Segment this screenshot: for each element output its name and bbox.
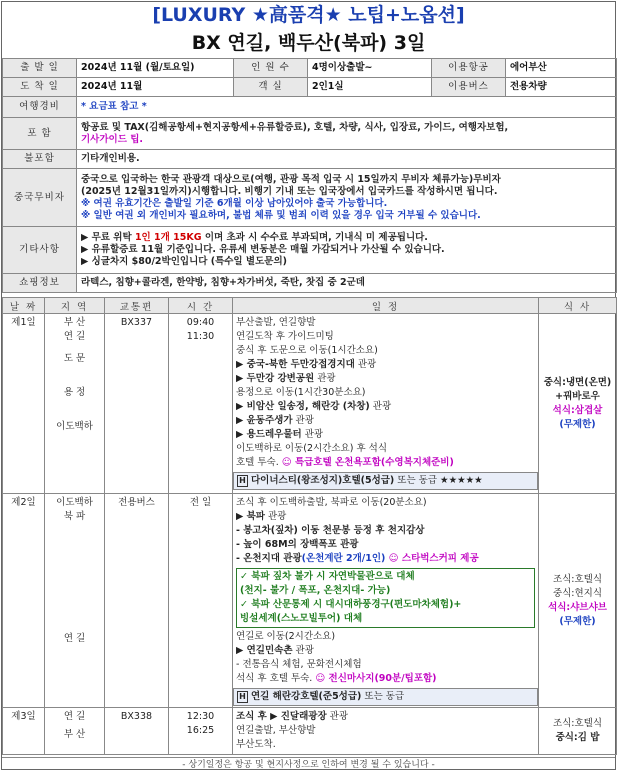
- day2-hotel: H 연길 해란강호텔(준5성급) 또는 동급: [233, 688, 538, 706]
- shop-value: 라텍스, 침향+콜라겐, 한약방, 침향+차가버섯, 죽탄, 찻집 중 2군데: [77, 274, 617, 293]
- day1-row: [3, 314, 617, 494]
- depart-value: 2024년 11월 (월/토요일): [77, 59, 234, 78]
- exclude-value: 기타개인비용.: [77, 150, 617, 169]
- day1-hotel: H 다이너스티(왕조성지)호텔(5성급) 또는 동급 ★★★★★: [233, 472, 538, 490]
- etc-line-1: ▶ 무료 위탁 1인 1개 15KG 이며 초과 시 수수료 부과되며, 기내식 미 제공됩니다.: [81, 232, 428, 243]
- room-label: 객 실: [234, 78, 308, 97]
- visa-line-3: ※ 여권 유효기간은 출발일 기준 6개월 이상 남아있어야 출국 가능합니다.: [81, 197, 388, 209]
- day2-meals: 조식:호텔식 중식:현지식 석식:샤브샤브 (무제한): [539, 494, 617, 708]
- etc-line-2: ▶ 유류할증료 11월 기준입니다. 유류세 변동분은 매월 가감되거나 가산될 수 있습니다.: [81, 244, 445, 255]
- room-value: 2인1실: [308, 78, 432, 97]
- info-table: [2, 58, 617, 293]
- itinerary-document: [1, 1, 616, 770]
- day3-transport: BX338: [105, 708, 169, 755]
- massage-note: ☺ 전신마사지(90분/팁포함): [315, 673, 437, 684]
- visa-label: 중국무비자: [3, 169, 77, 227]
- hotel-icon: H: [237, 691, 248, 703]
- day1-times: 09:40 11:30: [169, 314, 233, 494]
- pax-value: 4명이상출발~: [308, 59, 432, 78]
- col-header-meals: 식 사: [539, 298, 617, 314]
- col-header-region: 지 역: [45, 298, 105, 314]
- etc-label: 기타사항: [3, 227, 77, 274]
- day2-regions: 이도백하 북 파 연 길: [45, 494, 105, 708]
- col-header-schedule: 일 정: [233, 298, 539, 314]
- etc-line-3: ▶ 싱글차지 $80/2박인입니다 (특수일 별도문의): [81, 256, 287, 267]
- airline-label: 이용항공: [432, 59, 506, 78]
- pax-label: 인 원 수: [234, 59, 308, 78]
- day3-schedule: 조식 후 ▶ 진달래광장 관광 연길출발, 부산향발 부산도착.: [233, 708, 539, 755]
- day2-time: 전 일: [169, 494, 233, 708]
- bus-label: 이용버스: [432, 78, 506, 97]
- starbucks-note: ☺ 스타벅스커피 제공: [385, 553, 479, 564]
- col-header-date: 날 짜: [3, 298, 45, 314]
- baggage-allowance: 1인 1개 15KG: [134, 232, 202, 243]
- arrive-label: 도 착 일: [3, 78, 77, 97]
- fare-value: * 요금표 참고 *: [77, 97, 617, 118]
- itinerary-table: [2, 297, 617, 755]
- day3-meals: 조식:호텔식 중식:김 밥: [539, 708, 617, 755]
- shop-label: 쇼핑정보: [3, 274, 77, 293]
- etc-cell: [77, 227, 617, 274]
- day1-schedule: 부산출발, 연길향발 연길도착 후 가이드미팅 중식 후 도문으로 이동(1시간소요) ▶ 중국-북한 두만강접경지대 관광 ▶ 두만강 강변공원 관광 용정으로 이동(1시간30분소요) ▶ 비암산 일송정, 해란강 (차창) 관광 ▶ 윤동주생가 관광 ▶ 용드레우물터 관광 이도백하로 이동(2시간소요) 후 석식 호텔 투숙. ☺ 특급호텔 온천욕포함(수영복지체준비) H 다이너스티(왕조성지)호텔(5성급) 또는 동급 ★★★★★: [233, 314, 539, 494]
- visa-line-4: ※ 일반 여권 외 개인비자 필요하며, 불법 체류 및 범죄 이력 있을 경우 입국 거부될 수 있습니다.: [81, 209, 481, 221]
- page-subtitle: BX 연길, 백두산(북파) 3일: [191, 32, 426, 54]
- day2-label: 제2일: [3, 494, 45, 708]
- fare-label: 여행경비: [3, 97, 77, 118]
- day3-row: [3, 708, 617, 755]
- include-value-2: 기사가이드 팁.: [81, 133, 143, 145]
- include-label: 포 함: [3, 118, 77, 150]
- include-cell: [77, 118, 617, 150]
- footer-note: - 상기일정은 항공 및 현지사정으로 인하여 변경 될 수 있습니다 -: [2, 757, 615, 771]
- day2-schedule: 조식 후 이도백하출발, 북파로 이동(20분소요) ▶ 북파 관광 - 봉고차(짚차) 이동 천문봉 등정 후 천지감상 - 높이 68M의 장백폭포 관광 - 온천지대 관광(온천계란 2개/1인) ☺ 스타벅스커피 제공 ✓ 북파 짚차 불가 시 자연박물관으로 대체 (천지- 불가 / 폭포, 온천지대- 가능) ✓ 북파 산문통제 시 대시대하풍경구(편도마차체험)+ 빙설세계(스노모빌투어) 대체 연길로 이동(2시간소요) ▶ 연길민속촌 관광 - 전통음식 체험, 문화전시체험 석식 후 호텔 투숙. ☺ 전신마사지(90분/팁포함) H 연길 해란강호텔(준5성급) 또는 동급: [233, 494, 539, 708]
- arrive-value: 2024년 11월: [77, 78, 234, 97]
- day2-alternative-box: ✓ 북파 짚차 불가 시 자연박물관으로 대체 (천지- 불가 / 폭포, 온천지대- 가능) ✓ 북파 산문통제 시 대시대하풍경구(편도마차체험)+ 빙설세계(스노모빌투어) 대체: [236, 568, 535, 628]
- hotel-icon: H: [237, 475, 248, 487]
- day1-meals: 중식:냉면(온면) +꿔바로우 석식:삼겹살 (무제한): [539, 314, 617, 494]
- day1-label: 제1일: [3, 314, 45, 494]
- airline-value: 에어부산: [506, 59, 617, 78]
- col-header-time: 시 간: [169, 298, 233, 314]
- day1-regions: 부 산 연 길 도 문 용 정 이도백하: [45, 314, 105, 494]
- day3-times: 12:30 16:25: [169, 708, 233, 755]
- day2-transport: 전용버스: [105, 494, 169, 708]
- col-header-transport: 교통편: [105, 298, 169, 314]
- visa-line-2: (2025년 12월31일까지)시행합니다. 비행기 기내 또는 입국장에서 입국카드를 작성하시면 됩니다.: [81, 185, 498, 197]
- visa-cell: [77, 169, 617, 227]
- exclude-label: 불포함: [3, 150, 77, 169]
- day1-transport: BX337: [105, 314, 169, 494]
- bus-value: 전용차량: [506, 78, 617, 97]
- day3-regions: 연 길 부 산: [45, 708, 105, 755]
- day1-spa-note: ☺ 특급호텔 온천욕포함(수영복지체준비): [281, 457, 454, 468]
- depart-label: 출 발 일: [3, 59, 77, 78]
- page-title: [LUXURY ★高품격★ 노팁+노옵션]: [152, 4, 465, 26]
- day2-row: [3, 494, 617, 708]
- visa-line-1: 중국으로 입국하는 한국 관광객 대상으로(여행, 관광 목적 입국 시 15일까지 무비자 체류가능)무비자: [81, 173, 501, 185]
- include-value: 항공료 및 TAX(김해공항세+현지공항세+유류할증료), 호텔, 차량, 식사, 입장료, 가이드, 여행자보험,: [81, 121, 509, 133]
- day3-label: 제3일: [3, 708, 45, 755]
